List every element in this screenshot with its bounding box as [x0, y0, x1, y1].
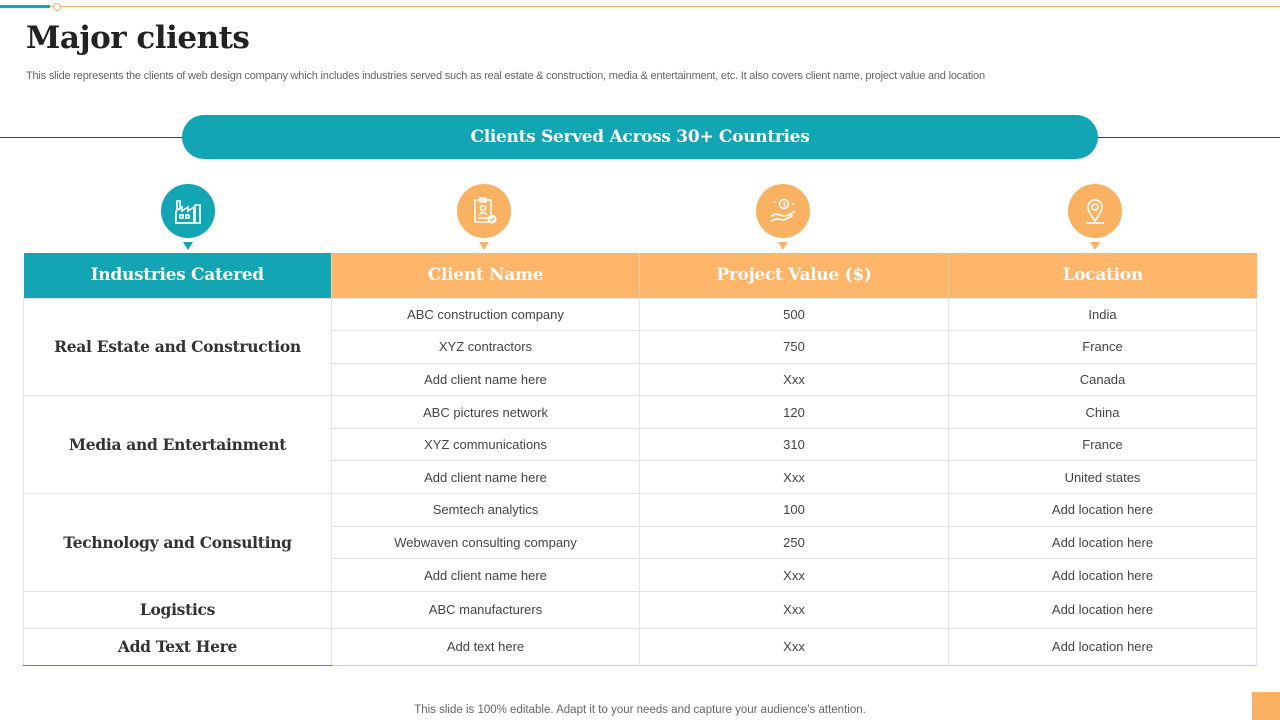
client-icon-marker — [457, 184, 511, 252]
table-row — [24, 591, 1257, 628]
footer-note: This slide is 100% editable. Adapt it to your needs and capture your audience's attention. — [414, 704, 866, 716]
value-cell: 100 — [640, 494, 949, 527]
location-cell: China — [949, 396, 1257, 429]
client-cell: Webwaven consulting company — [332, 526, 640, 559]
top-accent-bar — [0, 5, 50, 8]
client-cell: ABC manufacturers — [332, 591, 640, 628]
industry-cell: Media and Entertainment — [24, 396, 332, 494]
clipboard-id-icon — [457, 184, 511, 238]
location-cell: India — [949, 298, 1257, 331]
client-cell: Add client name here — [332, 363, 640, 396]
header-industries: Industries Catered — [24, 253, 332, 298]
table-row — [24, 396, 1257, 429]
location-cell: United states — [949, 461, 1257, 494]
table-header-row — [24, 253, 1257, 298]
client-cell: Add client name here — [332, 461, 640, 494]
value-cell: 750 — [640, 331, 949, 364]
value-cell: Xxx — [640, 559, 949, 592]
page-title: Major clients — [26, 20, 250, 56]
value-cell: 250 — [640, 526, 949, 559]
location-cell: Add location here — [949, 494, 1257, 527]
corner-accent — [1252, 692, 1280, 720]
table-row — [24, 628, 1257, 665]
client-cell: Add client name here — [332, 559, 640, 592]
client-cell: XYZ communications — [332, 428, 640, 461]
value-cell: Xxx — [640, 628, 949, 665]
header-location: Location — [949, 253, 1257, 298]
value-cell: 120 — [640, 396, 949, 429]
location-cell: Add location here — [949, 628, 1257, 665]
location-cell: Add location here — [949, 559, 1257, 592]
value-cell: 310 — [640, 428, 949, 461]
hand-money-icon — [756, 184, 810, 238]
industry-cell: Technology and Consulting — [24, 494, 332, 592]
location-cell: Add location here — [949, 526, 1257, 559]
value-cell: Xxx — [640, 363, 949, 396]
industries-icon-marker — [161, 184, 215, 252]
factory-icon — [161, 184, 215, 238]
table-row — [24, 298, 1257, 331]
industry-cell: Real Estate and Construction — [24, 298, 332, 396]
value-cell: Xxx — [640, 461, 949, 494]
header-client-name: Client Name — [332, 253, 640, 298]
location-cell: France — [949, 428, 1257, 461]
client-cell: ABC construction company — [332, 298, 640, 331]
value-cell: 500 — [640, 298, 949, 331]
location-pin-icon — [1068, 184, 1122, 238]
client-cell: Semtech analytics — [332, 494, 640, 527]
top-accent-dot — [53, 3, 61, 11]
location-cell: France — [949, 331, 1257, 364]
industry-cell: Logistics — [24, 591, 332, 628]
header-project-value: Project Value ($) — [640, 253, 949, 298]
project-value-icon-marker — [756, 184, 810, 252]
client-cell: Add text here — [332, 628, 640, 665]
location-cell: Add location here — [949, 591, 1257, 628]
location-cell: Canada — [949, 363, 1257, 396]
location-icon-marker — [1068, 184, 1122, 252]
page-subtitle: This slide represents the clients of web design company which includes industries served such as real estate & construction, media & entertainment, etc. It also covers client name, project value and location — [26, 70, 985, 82]
table-row — [24, 494, 1257, 527]
value-cell: Xxx — [640, 591, 949, 628]
clients-table — [23, 253, 1257, 666]
banner: Clients Served Across 30+ Countries — [182, 115, 1098, 159]
client-cell: ABC pictures network — [332, 396, 640, 429]
svg-text:$: $ — [782, 200, 787, 209]
top-divider — [0, 6, 1280, 7]
client-cell: XYZ contractors — [332, 331, 640, 364]
industry-cell: Add Text Here — [24, 628, 332, 665]
